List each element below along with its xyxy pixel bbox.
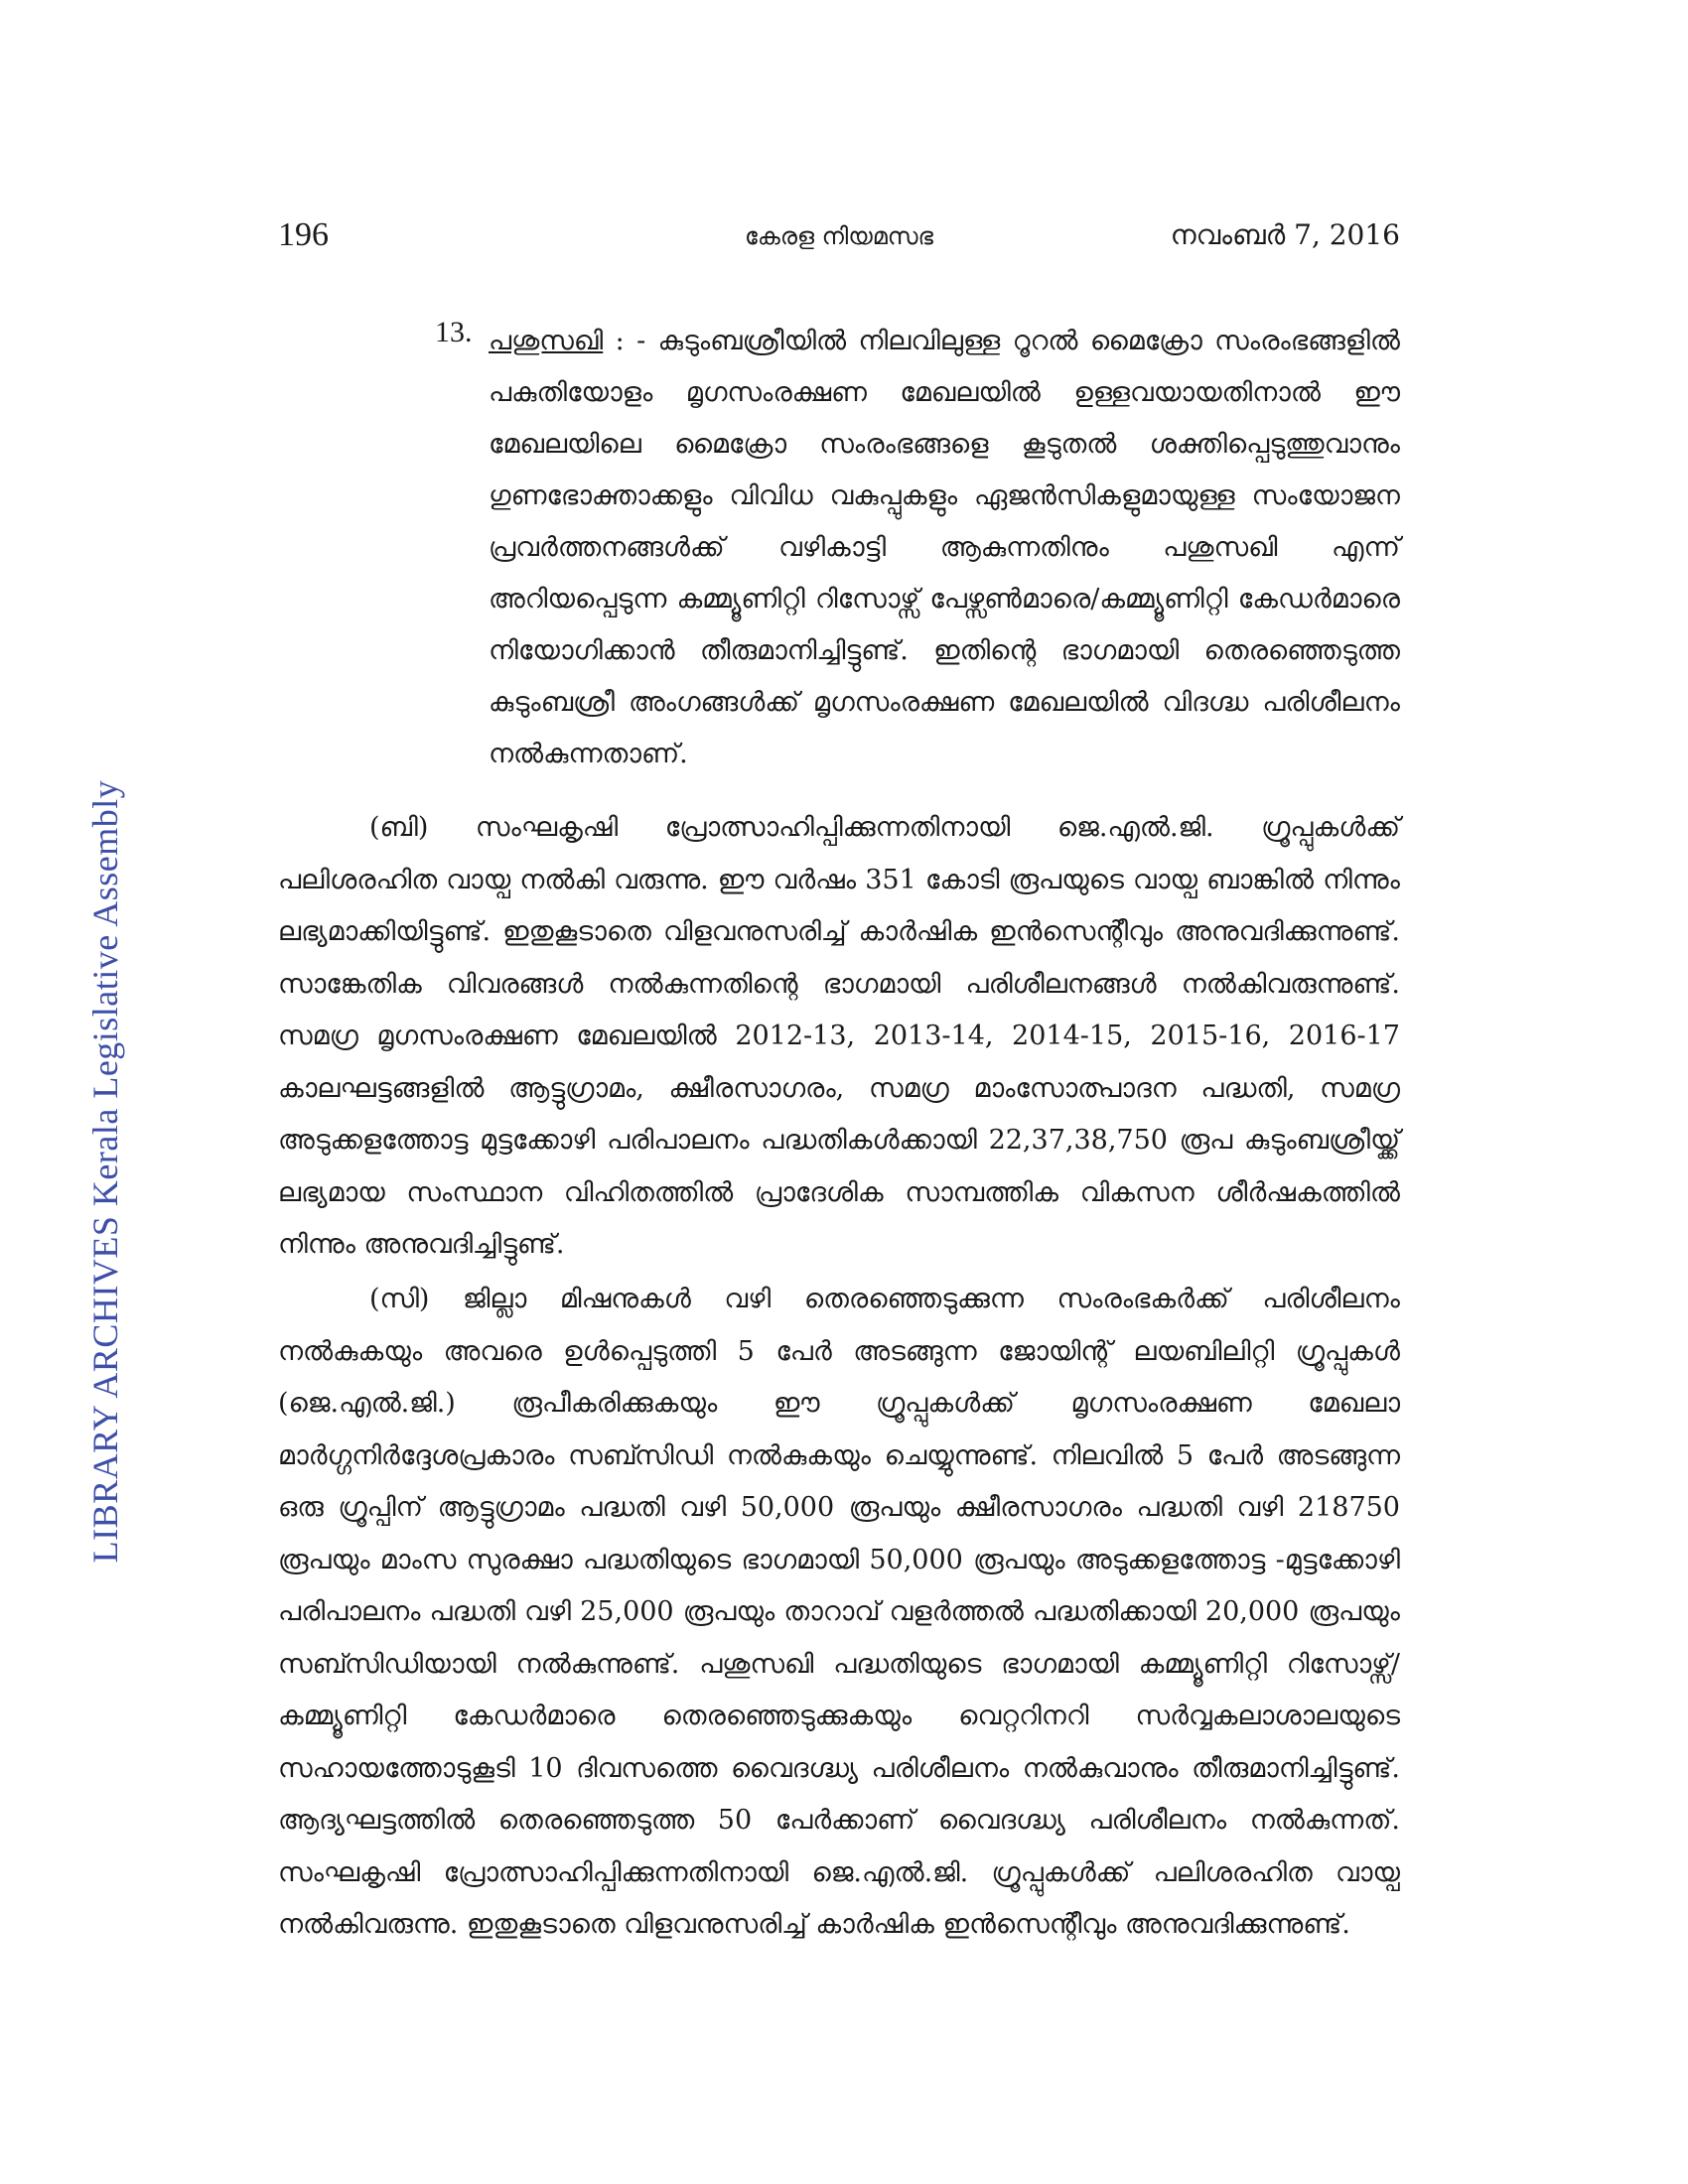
page-header [278, 216, 1400, 266]
header-date: നവംബർ 7, 2016 [1170, 218, 1400, 251]
item-title: പശുസഖി [489, 326, 604, 356]
page-number: 196 [278, 216, 329, 253]
item-body [489, 316, 1400, 780]
item-separator: : - [603, 326, 658, 356]
item-text: കുടുംബശ്രീയിൽ നിലവിലുള്ള റൂറൽ മൈക്രോ സംരംഭങ്ങളിൽ പകുതിയോളം മൃഗസംരക്ഷണ മേഖലയിൽ ഉള്ളവയായതിനാൽ ഈ മേഖലയിലെ മൈക്രോ സംരംഭങ്ങളെ കൂടുതൽ ശക്തിപ്പെടുത്തുവാനും ഗുണഭോക്താക്കളും വിവിധ വകുപ്പുകളും ഏജൻസികളുമായുള്ള സംയോജന പ്രവർത്തനങ്ങൾക്ക് വഴികാട്ടി ആകുന്നതിനും പശുസഖി എന്ന് അറിയപ്പെടുന്ന കമ്മ്യൂണിറ്റി റിസോഴ്സ് പേഴ്സൺമാരെ/കമ്മ്യൂണിറ്റി കേഡർമാരെ നിയോഗിക്കാൻ തീരുമാനിച്ചിട്ടുണ്ട്. ഇതിന്റെ ഭാഗമായി തെരഞ്ഞെടുത്ത കുടുംബശ്രീ അംഗങ്ങൾക്ക് മൃഗസംരക്ഷണ മേഖലയിൽ വിദഗ്ദ്ധ പരിശീലനം നൽകുന്നതാണ്. [489, 326, 1400, 769]
running-title: കേരള നിയമസഭ [744, 222, 934, 250]
list-item-13 [435, 316, 1400, 780]
item-number: 13. [435, 316, 473, 348]
watermark-text: LIBRARY ARCHIVES Kerala Legislative Assembly [85, 779, 125, 1564]
paragraph-b: (ബി) സംഘകൃഷി പ്രോത്സാഹിപ്പിക്കുന്നതിനായി ജെ.എൽ.ജി. ഗ്രൂപ്പുകൾക്ക് പലിശരഹിത വായ്പ നൽകി വരുന്നു. ഈ വർഷം 351 കോടി രൂപയുടെ വായ്പ ബാങ്കിൽ നിന്നും ലഭ്യമാക്കിയിട്ടുണ്ട്. ഇതുകൂടാതെ വിളവനുസരിച്ച് കാർഷിക ഇൻസെന്റീവും അനുവദിക്കുന്നുണ്ട്. സാങ്കേതിക വിവരങ്ങൾ നൽകുന്നതിന്റെ ഭാഗമായി പരിശീലനങ്ങൾ നൽകിവരുന്നുണ്ട്. സമഗ്ര മൃഗസംരക്ഷണ മേഖലയിൽ 2012-13, 2013-14, 2014-15, 2015-16, 2016-17 കാലഘട്ടങ്ങളിൽ ആട്ടുഗ്രാമം, ക്ഷീരസാഗരം, സമഗ്ര മാംസോത്പാദന പദ്ധതി, സമഗ്ര അടുക്കളത്തോട്ട മുട്ടക്കോഴി പരിപാലനം പദ്ധതികൾക്കായി 22,37,38,750 രൂപ കുടുംബശ്രീയ്ക്ക് ലഭ്യമായ സംസ്ഥാന വിഹിതത്തിൽ പ്രാദേശിക സാമ്പത്തിക വികസന ശീർഷകത്തിൽ നിന്നും അനുവദിച്ചിട്ടുണ്ട്. [278, 812, 1400, 1260]
paragraph-c: (സി) ജില്ലാ മിഷനുകൾ വഴി തെരഞ്ഞെടുക്കുന്ന സംരംഭകർക്ക് പരിശീലനം നൽകുകയും അവരെ ഉൾപ്പെടുത്തി 5 പേർ അടങ്ങുന്ന ജോയിന്റ് ലയബിലിറ്റി ഗ്രൂപ്പുകൾ (ജെ.എൽ.ജി.) രൂപീകരിക്കുകയും ഈ ഗ്രൂപ്പുകൾക്ക് മൃഗസംരക്ഷണ മേഖലാ മാർഗ്ഗനിർദ്ദേശപ്രകാരം സബ്സിഡി നൽകുകയും ചെയ്യുന്നുണ്ട്. നിലവിൽ 5 പേർ അടങ്ങുന്ന ഒരു ഗ്രൂപ്പിന് ആട്ടുഗ്രാമം പദ്ധതി വഴി 50,000 രൂപയും ക്ഷീരസാഗരം പദ്ധതി വഴി 218750 രൂപയും മാംസ സുരക്ഷാ പദ്ധതിയുടെ ഭാഗമായി 50,000 രൂപയും അടുക്കളത്തോട്ട -മുട്ടക്കോഴി പരിപാലനം പദ്ധതി വഴി 25,000 രൂപയും താറാവ് വളർത്തൽ പദ്ധതിക്കായി 20,000 രൂപയും സബ്സിഡിയായി നൽകുന്നുണ്ട്. പശുസഖി പദ്ധതിയുടെ ഭാഗമായി കമ്മ്യൂണിറ്റി റിസോഴ്സ്/കമ്മ്യൂണിറ്റി കേഡർമാരെ തെരഞ്ഞെടുക്കുകയും വെറ്ററിനറി സർവ്വകലാശാലയുടെ സഹായത്തോടുകൂടി 10 ദിവസത്തെ വൈദഗ്ദ്ധ്യ പരിശീലനം നൽകുവാനും തീരുമാനിച്ചിട്ടുണ്ട്. ആദ്യഘട്ടത്തിൽ തെരഞ്ഞെടുത്ത 50 പേർക്കാണ് വൈദഗ്ദ്ധ്യ പരിശീലനം നൽകുന്നത്. സംഘകൃഷി പ്രോത്സാഹിപ്പിക്കുന്നതിനായി ജെ.എൽ.ജി. ഗ്രൂപ്പുകൾക്ക് പലിശരഹിത വായ്പ നൽകിവരുന്നു. ഇതുകൂടാതെ വിളവനുസരിച്ച് കാർഷിക ഇൻസെന്റീവും അനുവദിക്കുന്നുണ്ട്. [278, 1284, 1400, 1940]
